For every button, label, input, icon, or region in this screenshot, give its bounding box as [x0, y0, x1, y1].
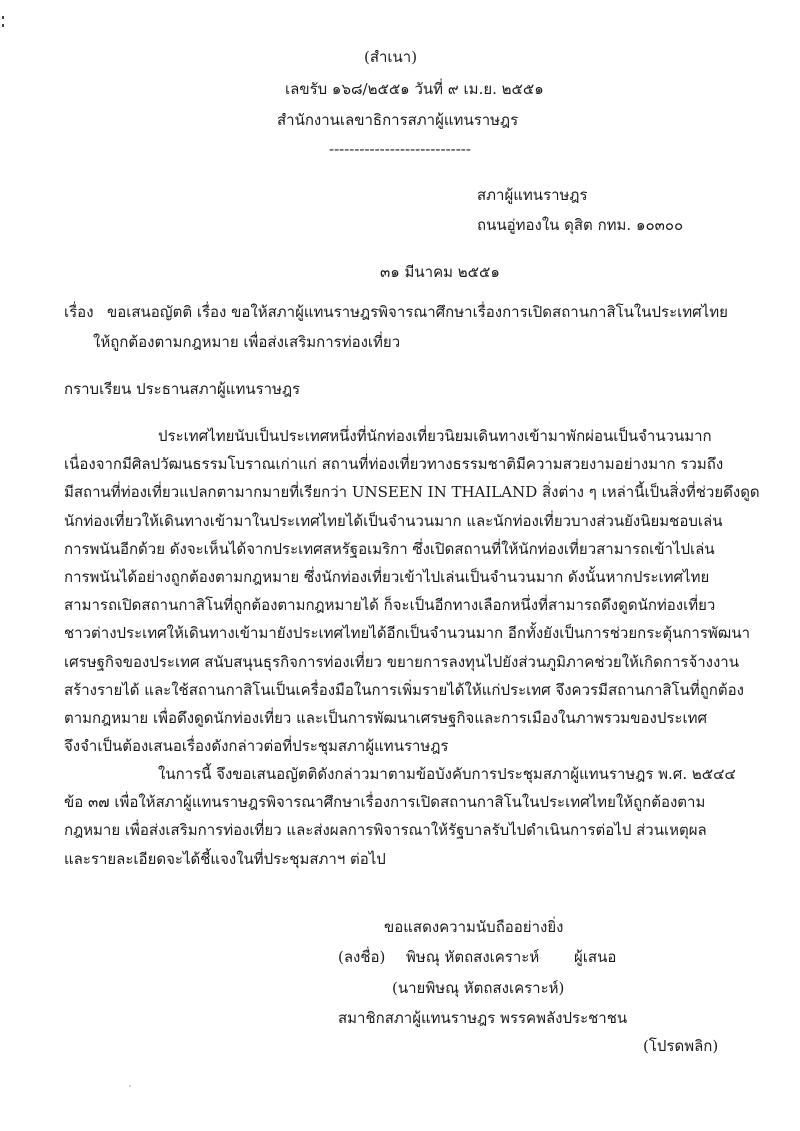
salutation: กราบเรียน ประธานสภาผู้แทนราษฎร: [64, 380, 301, 398]
scan-mark: [2, 16, 4, 19]
sign-label: (ลงชื่อ): [338, 948, 386, 966]
scan-mark: [2, 24, 4, 27]
closing: ขอแสดงความนับถืออย่างยิ่ง: [384, 918, 564, 936]
signer-position: สมาชิกสภาผู้แทนราษฎร พรรคพลังประชาชน: [338, 1009, 628, 1027]
body-line: จึงจำเป็นต้องเสนอเรื่องดังกล่าวต่อที่ประชุมสภาผู้แทนราษฎร: [64, 737, 449, 756]
body-paragraph-1: [64, 422, 760, 760]
address-line-1: สภาผู้แทนราษฎร: [477, 186, 588, 204]
body-line: ชาวต่างประเทศให้เดินทางเข้ามายังประเทศไทยได้อีกเป็นจำนวนมาก อีกทั้งยังเป็นการช่วยกระตุ้นการพัฒนา: [64, 624, 750, 643]
turn-page-note: (โปรดพลิก): [643, 1037, 719, 1055]
body-line: สร้างรายได้ และใช้สถานกาสิโนเป็นเครื่องมือในการเพิ่มรายได้ให้แก่ประเทศ จึงควรมีสถานกาสิโนที่ถูกต้อง: [64, 680, 744, 699]
body-line: ในการนี้ จึงขอเสนอญัตติดังกล่าวมาตามข้อบังคับการประชุมสภาผู้แทนราษฎร พ.ศ. ๒๕๔๔: [158, 765, 736, 783]
body-line: การพนันได้อย่างถูกต้องตามกฎหมาย ซึ่งนักท่องเที่ยวเข้าไปเล่นเป็นจำนวนมาก ดังนั้นหากประเทศไทย: [64, 568, 710, 587]
body-line: และรายละเอียดจะได้ชี้แจงในที่ประชุมสภาฯ ต่อไป: [64, 849, 386, 868]
header-divider: ----------------------------: [329, 140, 471, 158]
signer-role: ผู้เสนอ: [574, 948, 617, 966]
body-line: ข้อ ๓๗ เพื่อให้สภาผู้แทนราษฎรพิจารณาศึกษาเรื่องการเปิดสถานกาสิโนในประเทศไทยให้ถูกต้องตาม: [64, 793, 706, 812]
receipt-line: เลขรับ ๑๖๘/๒๕๕๑ วันที่ ๙ เม.ย. ๒๕๕๑: [285, 80, 544, 98]
body-line: ตามกฎหมาย เพื่อดึงดูดนักท่องเที่ยว และเป็นการพัฒนาเศรษฐกิจและการเมืองในภาพรวมของประเทศ: [64, 709, 708, 728]
body-line: เศรษฐกิจของประเทศ สนับสนุนธุรกิจการท่องเที่ยว ขยายการลงทุนไปยังส่วนภูมิภาคช่วยให้เกิดการจ้างงาน: [64, 652, 739, 671]
copy-label: (สำเนา): [364, 48, 418, 66]
scan-speck: [129, 1085, 131, 1087]
body-line: เนื่องจากมีศิลปวัฒนธรรมโบราณเก่าแก่ สถานที่ท่องเที่ยวทางธรรมชาติมีความสวยงามอย่างมาก รวมถึง: [64, 455, 724, 474]
subject-line-2: ให้ถูกต้องตามกฎหมาย เพื่อส่งเสริมการท่องเที่ยว: [93, 333, 401, 351]
body-line: การพนันอีกด้วย ดังจะเห็นได้จากประเทศสหรัฐอเมริกา ซึ่งเปิดสถานที่ให้นักท่องเที่ยวสามารถเข้าไปเล่น: [64, 539, 715, 558]
office-name: สำนักงานเลขาธิการสภาผู้แทนราษฎร: [277, 111, 519, 129]
subject-label: เรื่อง: [64, 303, 94, 321]
signer-full-name: (นายพิษณุ หัตถสงเคราะห์): [392, 979, 565, 997]
body-line: นักท่องเที่ยวให้เดินทางเข้ามาในประเทศไทยได้เป็นจำนวนมาก และนักท่องเที่ยวบางส่วนยังนิยมชอบเล่น: [64, 511, 723, 530]
body-line: ประเทศไทยนับเป็นประเทศหนึ่งที่นักท่องเที่ยวนิยมเดินทางเข้ามาพักผ่อนเป็นจำนวนมาก: [158, 427, 712, 445]
subject-line-1: ขอเสนอญัตติ เรื่อง ขอให้สภาผู้แทนราษฎรพิจารณาศึกษาเรื่องการเปิดสถานกาสิโนในประเทศไทย: [107, 303, 728, 321]
body-line: มีสถานที่ท่องเที่ยวแปลกตามากมายที่เรียกว่า UNSEEN IN THAILAND สิ่งต่าง ๆ เหล่านี้เป็นสิ่งที่ช่วยดึงดูด: [64, 483, 760, 502]
letter-date: ๓๑ มีนาคม ๒๕๕๑: [380, 263, 500, 281]
body-line: กฎหมาย เพื่อส่งเสริมการท่องเที่ยว และส่งผลการพิจารณาให้รัฐบาลรับไปดำเนินการต่อไป ส่วนเหตุผล: [64, 821, 707, 840]
address-line-2: ถนนอู่ทองใน ดุสิต กทม. ๑๐๓๐๐: [477, 216, 684, 234]
body-line: สามารถเปิดสถานกาสิโนที่ถูกต้องตามกฎหมายได้ ก็จะเป็นอีกทางเลือกหนึ่งที่สามารถดึงดูดนักท่องเที่ยว: [64, 596, 716, 615]
signer-name: พิษณุ หัตถสงเคราะห์: [406, 948, 540, 966]
body-paragraph-2: [64, 760, 736, 873]
